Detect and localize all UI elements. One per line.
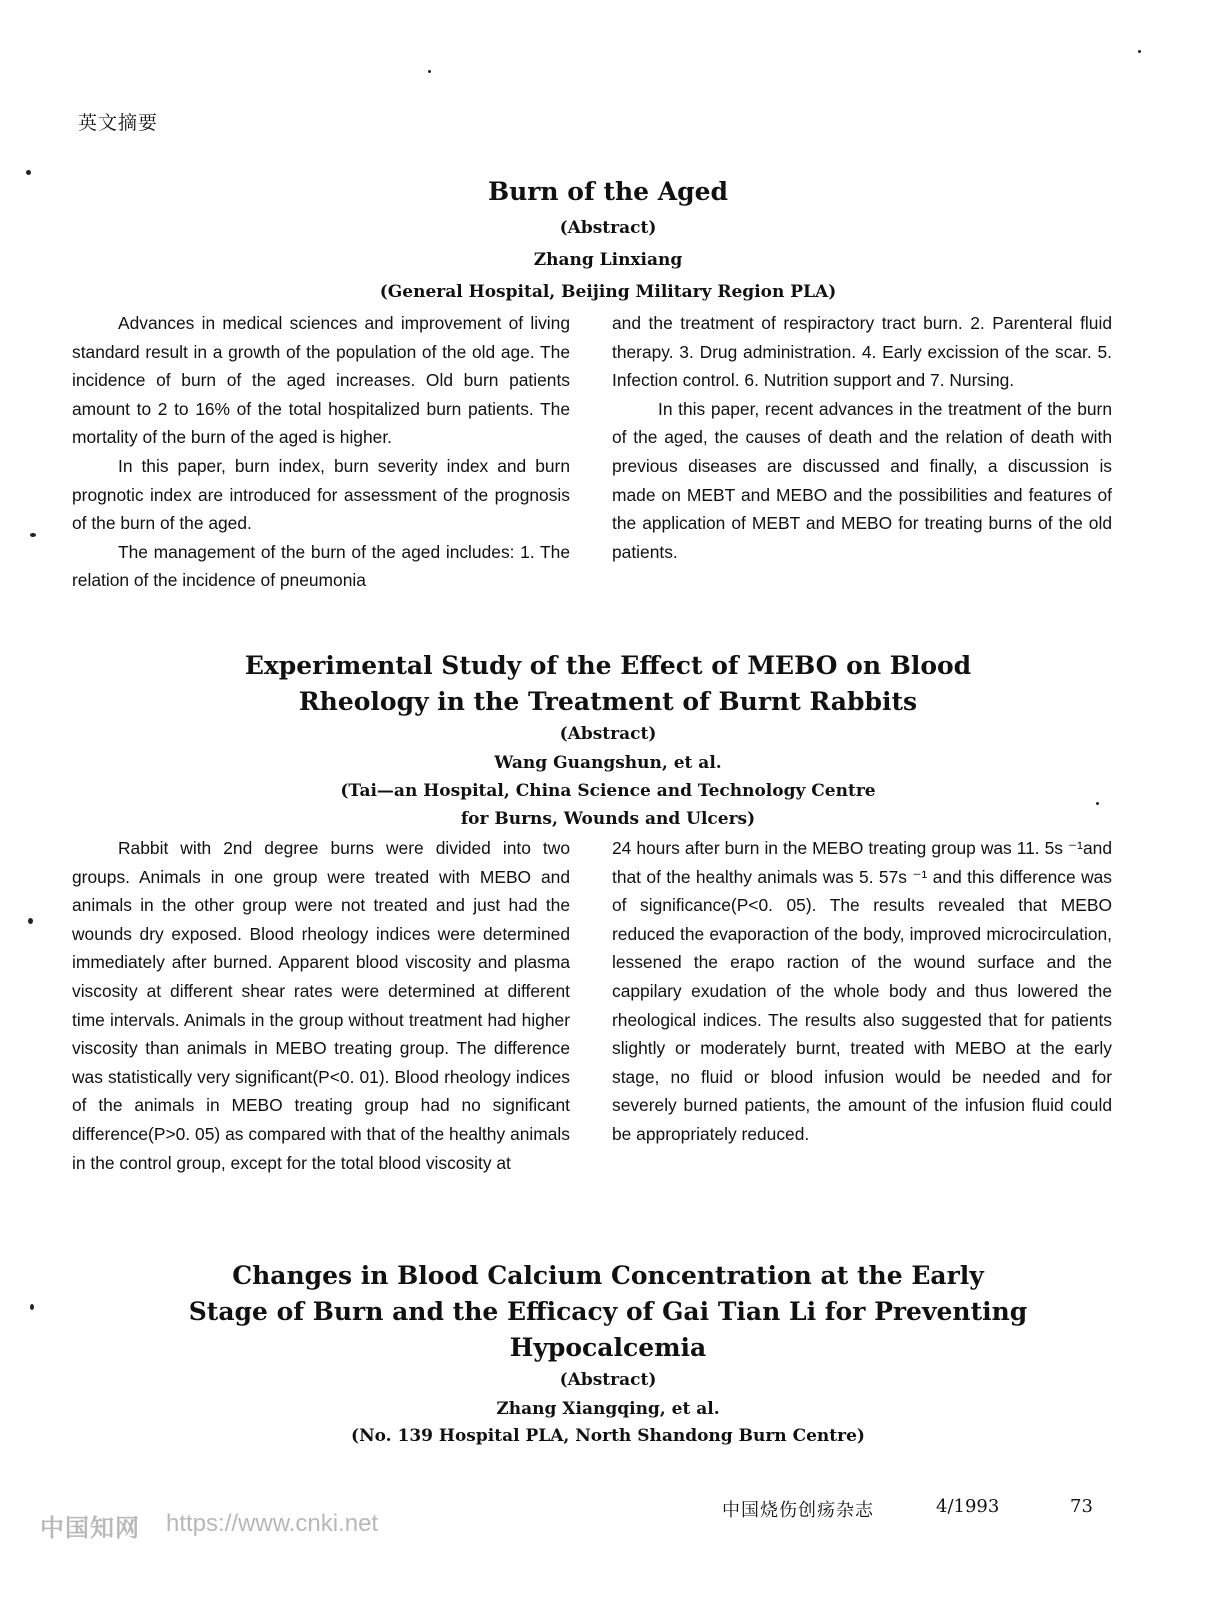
article-1-title: Burn of the Aged [487, 177, 729, 206]
article-1-right-column [612, 309, 1112, 566]
scan-speck [26, 170, 31, 175]
article-1-left-column [72, 309, 570, 595]
scan-speck [1138, 50, 1141, 53]
scan-speck [28, 918, 33, 924]
article-1-author: Zhang Linxiang [533, 250, 683, 270]
article-3-title-line-3: Hypocalcemia [509, 1333, 707, 1362]
page-number: 73 [1070, 1496, 1093, 1517]
article-3-affiliation: (No. 139 Hospital PLA, North Shandong Burn Centre) [351, 1426, 865, 1446]
article-3-author: Zhang Xiangqing, et al. [496, 1399, 720, 1419]
paragraph: In this paper, burn index, burn severity index and burn prognotic index are introduced for assessment of the prognosis of the burn of the aged. [72, 455, 570, 534]
section-label: 英文摘要 [78, 112, 159, 134]
journal-issue: 4/1993 [936, 1496, 1000, 1517]
article-3-title-line-1: Changes in Blood Calcium Concentration at the Early [232, 1261, 984, 1290]
cnki-url-watermark: https://www.cnki.net [166, 1510, 379, 1537]
article-2-affiliation-line-2: for Burns, Wounds and Ulcers) [460, 809, 756, 829]
paragraph: The management of the burn of the aged includes: 1. The relation of the incidence of pneumonia [72, 541, 570, 591]
article-2-author: Wang Guangshun, et al. [494, 753, 722, 773]
article-2-label: (Abstract) [559, 724, 657, 744]
article-1-affiliation: (General Hospital, Beijing Military Region PLA) [379, 282, 837, 302]
paragraph: Advances in medical sciences and improvement of living standard result in a growth of the population of the old age. The incidence of burn of the aged increases. Old burn patients amount to 2 to 16% of the total hospitalized burn patients. The mortality of the burn of the aged is higher. [72, 313, 570, 448]
scan-speck [30, 533, 36, 537]
paragraph: and the treatment of respiractory tract burn. 2. Parenteral fluid therapy. 3. Drug administration. 4. Early excission of the scar. 5. Infection control. 6. Nutrition support and 7. Nursing. [612, 313, 1112, 391]
paragraph: In this paper, recent advances in the treatment of the burn of the aged, the causes of death and the relation of death with previous diseases are discussed and finally, a discussion is made on MEBT and MEBO and the possibilities and features of the application of MEBT and MEBO for treating burns of the old patients. [612, 398, 1112, 562]
paragraph: 24 hours after burn in the MEBO treating group was 11. 5s ⁻¹and that of the healthy animals was 5. 57s ⁻¹ and this difference was of significance(P<0. 05). The results revealed that MEBO reduced the evaporaction of the body, improved microcirculation, lessened the erapo raction of the wound surface and the cappilary exudation of the whole body and thus lowered the rheological indices. The results also suggested that for patients slightly or moderately burnt, treated with MEBO at the early stage, no fluid or blood infusion would be needed and for severely burned patients, the amount of the infusion fluid could be appropriately reduced. [612, 838, 1112, 1144]
article-3-label: (Abstract) [559, 1370, 657, 1390]
article-2-title-line-1: Experimental Study of the Effect of MEBO on Blood [244, 651, 972, 680]
journal-name: 中国烧伤创疡杂志 [722, 1500, 874, 1521]
scan-speck [1096, 802, 1099, 805]
scan-speck [428, 70, 431, 73]
article-2-affiliation-line-1: (Tai—an Hospital, China Science and Technology Centre [340, 781, 876, 801]
paragraph: Rabbit with 2nd degree burns were divided into two groups. Animals in one group were treated with MEBO and animals in the other group were not treated and just had the wounds dry exposed. Blood rheology indices were determined immediately after burned. Apparent blood viscosity and plasma viscosity at different shear rates were determined at different time intervals. Animals in the group without treatment had higher viscosity than animals in MEBO treating group. The difference was statistically very significant(P<0. 01). Blood rheology indices of the animals in MEBO treating group had no significant difference(P>0. 05) as compared with that of the healthy animals in the control group, except for the total blood viscosity at [72, 838, 570, 1173]
article-2-left-column [72, 834, 570, 1177]
cnki-logo-watermark: 中国知网 [40, 1514, 140, 1542]
article-3-title-line-2: Stage of Burn and the Efficacy of Gai Tian Li for Preventing [188, 1297, 1028, 1326]
article-2-title-line-2: Rheology in the Treatment of Burnt Rabbits [298, 687, 918, 716]
article-2-right-column [612, 834, 1112, 1149]
article-1-label: (Abstract) [559, 218, 657, 238]
scan-speck [30, 1304, 34, 1310]
